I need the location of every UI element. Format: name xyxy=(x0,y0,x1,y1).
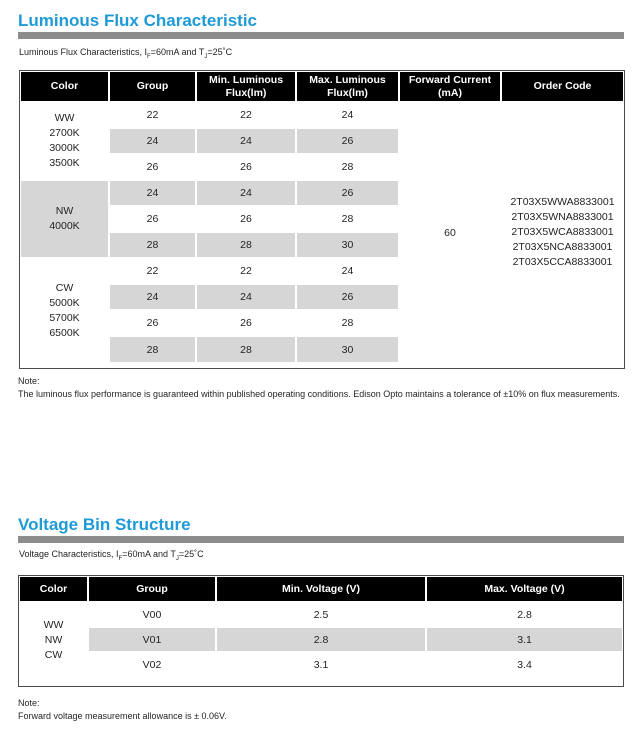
group-cell: 24 xyxy=(109,180,196,206)
color-temp: 4000K xyxy=(49,220,80,232)
note-label: Note: xyxy=(18,376,40,386)
max-flux-cell: 26 xyxy=(296,180,399,206)
color-cell-cw xyxy=(21,258,109,362)
table-row xyxy=(21,102,623,128)
voltage-section-title: Voltage Bin Structure xyxy=(18,515,191,534)
voltage-title-bar xyxy=(18,536,624,543)
order-code: 2T03X5WWA8833001 xyxy=(510,196,615,208)
min-flux-cell: 22 xyxy=(196,258,296,284)
luminous-note xyxy=(18,375,626,401)
min-flux-cell: 22 xyxy=(196,102,296,128)
max-flux-cell: 28 xyxy=(296,206,399,232)
group-cell: 22 xyxy=(109,102,196,128)
luminous-title-bar xyxy=(18,32,624,39)
table-row xyxy=(20,627,622,652)
color-name: CW xyxy=(55,281,74,294)
max-flux-cell: 28 xyxy=(296,310,399,336)
min-flux-cell: 26 xyxy=(196,310,296,336)
max-flux-cell: 28 xyxy=(296,154,399,180)
max-voltage-cell: 3.4 xyxy=(426,652,622,677)
min-flux-cell: 26 xyxy=(196,206,296,232)
voltage-bin-table xyxy=(20,577,622,677)
color-name: NW xyxy=(44,633,63,646)
forward-current-cell: 60 xyxy=(399,102,501,362)
order-code: 2T03X5WNA8833001 xyxy=(511,211,614,223)
header-max-voltage: Max. Voltage (V) xyxy=(426,577,622,602)
order-code: 2T03X5CCA8833001 xyxy=(512,256,613,268)
max-flux-cell: 26 xyxy=(296,284,399,310)
header-color: Color xyxy=(20,577,88,602)
min-flux-cell: 24 xyxy=(196,284,296,310)
color-temp: 3000K xyxy=(49,142,80,154)
group-cell: 26 xyxy=(109,206,196,232)
color-temp: 3500K xyxy=(49,157,80,169)
note-text: The luminous flux performance is guaranteed within published operating conditions. Edison Opto maintains a tolerance of ±10% on flux measurements. xyxy=(18,389,620,399)
header-min-voltage: Min. Voltage (V) xyxy=(216,577,426,602)
max-flux-cell: 30 xyxy=(296,232,399,258)
group-cell: 24 xyxy=(109,128,196,154)
min-flux-cell: 28 xyxy=(196,336,296,362)
max-flux-cell: 24 xyxy=(296,102,399,128)
header-order-code: Order Code xyxy=(501,72,623,102)
voltage-header-row xyxy=(20,577,622,602)
header-color: Color xyxy=(21,72,109,102)
group-cell: 22 xyxy=(109,258,196,284)
color-name: WW xyxy=(54,112,75,124)
color-cell-nw xyxy=(21,180,109,258)
group-cell: 28 xyxy=(109,232,196,258)
max-voltage-cell: 2.8 xyxy=(426,602,622,627)
order-code-cell xyxy=(501,102,623,362)
min-flux-cell: 26 xyxy=(196,154,296,180)
voltage-color-cell xyxy=(20,602,88,677)
voltage-note xyxy=(18,697,626,723)
max-flux-cell: 24 xyxy=(296,258,399,284)
color-temp: 2700K xyxy=(49,127,80,139)
color-cell-ww xyxy=(21,102,109,180)
max-flux-cell: 30 xyxy=(296,336,399,362)
color-name: CW xyxy=(44,648,63,661)
group-cell: V01 xyxy=(88,627,216,652)
note-label: Note: xyxy=(18,698,40,708)
table-row xyxy=(20,602,622,627)
min-flux-cell: 28 xyxy=(196,232,296,258)
color-temp: 5700K xyxy=(49,311,80,324)
group-cell: 26 xyxy=(109,310,196,336)
max-flux-cell: 26 xyxy=(296,128,399,154)
group-cell: V00 xyxy=(88,602,216,627)
group-cell: 24 xyxy=(109,284,196,310)
luminous-caption: Luminous Flux Characteristics, $I_F=60mA$ and $T_J=25˚C$ xyxy=(19,47,233,60)
color-name: WW xyxy=(43,618,64,631)
min-flux-cell: 24 xyxy=(196,180,296,206)
table-row xyxy=(20,652,622,677)
voltage-caption: Voltage Characteristics, $I_F=60mA$ and $T_J=25˚C$ xyxy=(19,549,204,562)
min-voltage-cell: 2.5 xyxy=(216,602,426,627)
min-flux-cell: 24 xyxy=(196,128,296,154)
color-temp: 6500K xyxy=(49,326,80,339)
luminous-flux-table xyxy=(21,72,623,362)
header-max-flux: Max. Luminous Flux(lm) xyxy=(296,72,399,102)
header-min-flux: Min. Luminous Flux(lm) xyxy=(196,72,296,102)
header-forward-current: Forward Current (mA) xyxy=(399,72,501,102)
group-cell: 26 xyxy=(109,154,196,180)
order-code: 2T03X5WCA8833001 xyxy=(511,226,614,238)
header-group: Group xyxy=(109,72,196,102)
color-temp: 5000K xyxy=(49,296,80,309)
min-voltage-cell: 2.8 xyxy=(216,627,426,652)
luminous-section-title: Luminous Flux Characteristic xyxy=(18,11,257,30)
max-voltage-cell: 3.1 xyxy=(426,627,622,652)
color-name: NW xyxy=(55,205,74,217)
header-group: Group xyxy=(88,577,216,602)
order-code: 2T03X5NCA8833001 xyxy=(512,241,613,253)
note-text: Forward voltage measurement allowance is ± 0.06V. xyxy=(18,711,227,721)
group-cell: V02 xyxy=(88,652,216,677)
luminous-header-row xyxy=(21,72,623,102)
min-voltage-cell: 3.1 xyxy=(216,652,426,677)
group-cell: 28 xyxy=(109,336,196,362)
